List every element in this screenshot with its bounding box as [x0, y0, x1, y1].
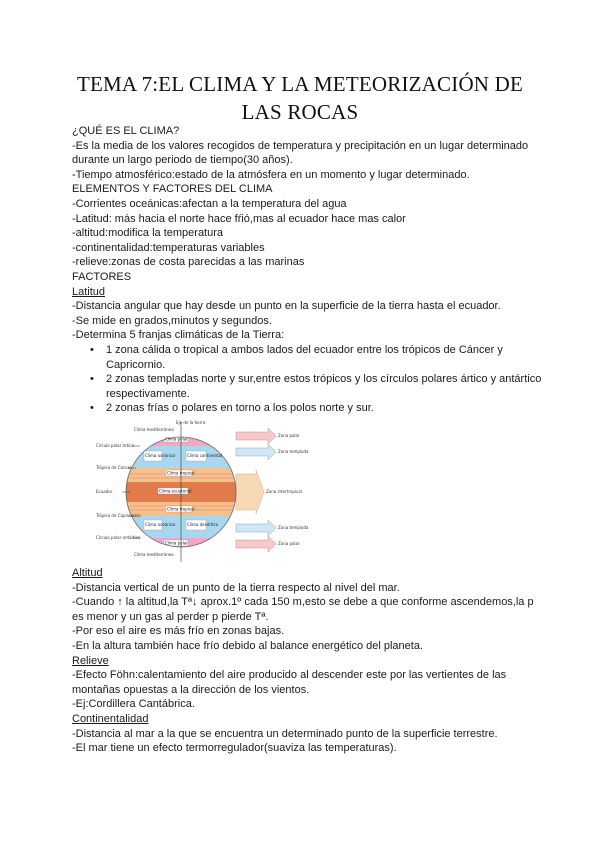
side-label: Clima desértico — [187, 522, 219, 527]
band-label: Clima tropical — [167, 470, 195, 476]
section-heading-relieve: Relieve — [72, 654, 109, 667]
section-heading-altitud: Altitud — [72, 567, 103, 579]
list-item: • 2 zonas templadas norte y sur,entre estos trópicos y los círculos polares ártico y antártico respectivamente. — [72, 372, 542, 401]
line: -Corrientes oceánicas:afectan a la temperatura del agua — [72, 197, 347, 210]
right-label-temp-s: Zona templada — [278, 525, 309, 530]
line: -Por eso el aire es más frío en zonas bajas. — [72, 625, 285, 638]
line: ELEMENTOS Y FACTORES DEL CLIMA — [72, 183, 273, 196]
factors-section — [72, 566, 542, 756]
list-item: • 1 zona cálida o tropical a ambos lados del ecuador entre los trópicos de Cáncer y Capricornio. — [72, 343, 542, 372]
line: -En la altura también hace frío debido al balance energético del planeta. — [72, 639, 424, 652]
line: -Efecto Föhn:calentamiento del aire producido al descender este por las vertientes de las montañas opuestas a la dirección de los vientos. — [72, 669, 507, 696]
left-label-arctic: Círculo polar ártico — [96, 443, 134, 448]
band-label: Clima ecuatorial — [159, 488, 192, 494]
line: -Latitud: más hacia el norte hace fŕió,mas al ecuador hace mas calor — [72, 212, 406, 225]
line: ¿QUÉ ES EL CLIMA? — [72, 125, 180, 137]
band-label: Clima polar — [165, 540, 188, 546]
line: -Tiempo atmosférico:estado de la atmósfera en un momento y lugar determinado. — [72, 168, 470, 181]
list-item: • 2 zonas frías o polares en torno a los polos norte y sur. — [72, 401, 542, 416]
band-label: Clima oceánico — [145, 522, 176, 527]
line: -Es la media de los valores recogidos de temperatura y precipitación en un lugar determinado durante un largo periodo de tiempo(30 años). — [72, 139, 529, 167]
section-heading-latitud: Latitud — [72, 285, 106, 298]
line: -altitud:modifica la temperatura — [72, 227, 224, 240]
climate-zones-list — [72, 343, 542, 416]
side-label: Clima mediterráneo — [134, 427, 174, 432]
side-label: Clima mediterráneo — [134, 552, 174, 557]
climate-zones-diagram — [96, 418, 336, 566]
line: -Distancia vertical de un punto de la tierra respecto al nivel del mar. — [72, 581, 400, 594]
line: -relieve:zonas de costa parecidas a las marinas — [72, 256, 305, 269]
side-label: Clima continental — [187, 453, 223, 458]
intro-section — [72, 124, 542, 416]
left-label-antarctic: Círculo polar antártico — [96, 535, 141, 540]
line: -Determina 5 franjas climáticas de la Tierra: — [72, 329, 285, 342]
band-label: Clima polar — [165, 436, 188, 442]
left-label-equator: Ecuador — [96, 489, 113, 494]
line: -Se mide en grados,minutos y segundos. — [72, 314, 272, 327]
line: -continentalidad:temperaturas variables — [72, 241, 265, 254]
climate-zones-figure — [96, 418, 336, 566]
page-title: TEMA 7:EL CLIMA Y LA METEORIZACIÓN DE LAS ROCAS — [76, 72, 524, 124]
left-label-capricorn: Trópico de Capricornio — [96, 513, 141, 518]
band-label: Clima tropical — [167, 506, 195, 512]
right-label-intertrop: Zona intertropical — [266, 489, 302, 494]
line: -Ej:Cordillera Cantábrica. — [72, 698, 195, 711]
line: -Cuando ↑ la altitud,la Tª↓ aprox.1º cada 150 m,esto se debe a que conforme ascendemos,la p es menor y un gas al perder p pierde Tª. — [72, 596, 534, 623]
section-heading-continentalidad: Continentalidad — [72, 712, 149, 725]
right-label-polar-s: Zona polar — [278, 541, 300, 546]
axis-label: Eje de la tierra — [176, 420, 206, 425]
line: -Distancia angular que hay desde un punto en la superficie de la tierra hasta el ecuador. — [72, 300, 501, 313]
line: -El mar tiene un efecto termorregulador(suaviza las temperaturas). — [72, 742, 397, 755]
line: -Distancia al mar a la que se encuentra un determinado punto de la superficie terrestre. — [72, 727, 498, 740]
right-label-temp-n: Zona templada — [278, 449, 309, 454]
band-label: Clima oceánico — [145, 453, 176, 458]
line: FACTORES — [72, 270, 132, 283]
left-label-cancer: Trópico de Cáncer — [96, 465, 132, 470]
right-label-polar-n: Zona polar — [278, 433, 300, 438]
